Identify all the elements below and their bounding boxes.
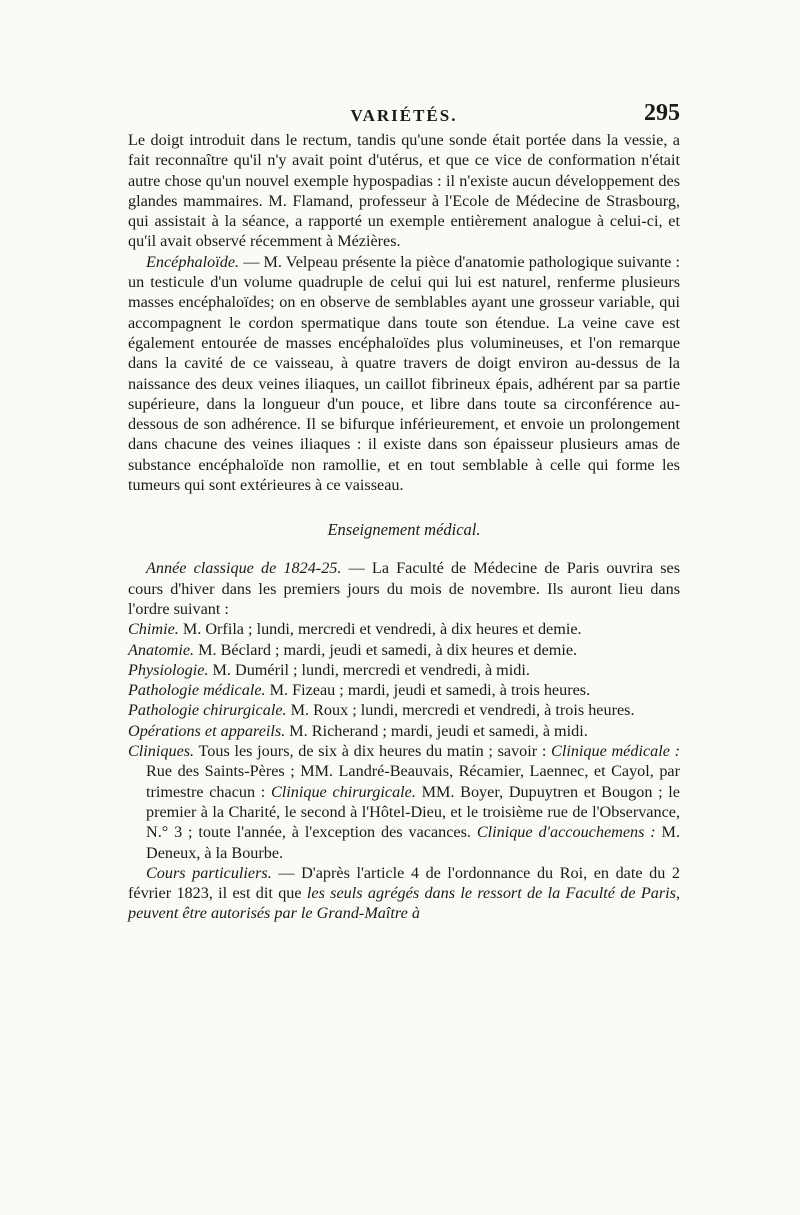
course-subject: Chimie.: [128, 620, 179, 639]
course-subject: Physiologie.: [128, 660, 209, 679]
cliniques-text-2: Rue des Saints-Pères ; MM. Landré-Beauvais, Récamier, Laennec, et Cayol, par trimestre chacun :: [146, 762, 680, 801]
annee-text: — La Faculté de Médecine de Paris ouvrira ses cours d'hiver dans les premiers jours du mois de novembre. Ils auront lieu dans l'ordre suivant :: [128, 559, 681, 618]
cliniques-text-3: MM. Boyer, Dupuytren et Bougon ; le premier à la Charité, le second à l'Hôtel-Dieu, et le troisième rue de l'Observance, N.° 3 ; toute l'année, à l'exception des vacances.: [146, 782, 680, 842]
course-entry: [128, 660, 680, 680]
course-entry: [128, 680, 680, 700]
course-subject: Pathologie médicale.: [128, 681, 266, 700]
running-title: VARIÉTÉS.: [350, 106, 458, 125]
annee-term: Année classique de 1824-25.: [146, 559, 342, 578]
course-list: [128, 619, 680, 741]
course-subject: Anatomie.: [128, 640, 195, 659]
course-details: M. Roux ; lundi, mercredi et vendredi, à trois heures.: [286, 701, 635, 720]
annee-paragraph: [128, 558, 680, 619]
section-heading: Enseignement médical.: [327, 520, 481, 540]
cours-particuliers-italic: les seuls agrégés dans le ressort de la Faculté de Paris, peuvent être autorisés par le Grand-Maître à: [128, 884, 680, 923]
cours-particuliers-term: Cours particuliers.: [146, 863, 272, 882]
cours-particuliers-paragraph: [128, 863, 680, 924]
course-entry: [128, 619, 680, 639]
course-details: M. Duméril ; lundi, mercredi et vendredi, à midi.: [208, 660, 530, 679]
page-number: 295: [644, 100, 680, 126]
cliniques-paragraph: [128, 741, 680, 863]
cliniques-term: Cliniques.: [128, 742, 195, 761]
book-page: [128, 100, 680, 924]
course-details: M. Richerand ; mardi, jeudi et samedi, à midi.: [285, 721, 588, 740]
clinique-accouchemens-term: Clinique d'accouchemens :: [476, 823, 656, 842]
course-entry: [128, 700, 680, 720]
clinique-medicale-term: Clinique médicale :: [551, 742, 681, 761]
course-subject: Pathologie chirurgicale.: [128, 701, 287, 720]
cours-particuliers-text: — D'après l'article 4 de l'ordonnance du Roi, en date du 2 février 1823, il est dit que: [128, 863, 680, 903]
cliniques-text-1: Tous les jours, de six à dix heures du matin ; savoir :: [194, 742, 552, 761]
encephaloide-term: Encéphaloïde.: [146, 252, 240, 271]
course-entry: [128, 721, 680, 741]
cliniques-text-4: M. Deneux, à la Bourbe.: [146, 823, 680, 862]
course-details: M. Béclard ; mardi, jeudi et samedi, à dix heures et demie.: [194, 640, 578, 659]
running-head: [128, 100, 680, 130]
clinique-chirurgicale-term: Clinique chirurgicale.: [270, 782, 416, 801]
course-subject: Opérations et appareils.: [128, 721, 286, 740]
course-entry: [128, 640, 680, 660]
intro-paragraph: Le doigt introduit dans le rectum, tandis qu'une sonde était portée dans la vessie, a fait reconnaître qu'il n'y avait point d'utérus, et que ce vice de conformation n'était autre chose qu'un nouvel exemple hypospadias : il n'existe aucun développement des glandes mammaires. M. Flamand, professeur à l'Ecole de Médecine de Strasbourg, qui assistait à la séance, a rapporté un exemple entièrement analogue à celui-ci, et qu'il avait observé récemment à Mézières.: [128, 131, 680, 251]
encephaloide-paragraph: [128, 252, 680, 496]
course-details: M. Fizeau ; mardi, jeudi et samedi, à trois heures.: [265, 681, 591, 700]
encephaloide-text: — M. Velpeau présente la pièce d'anatomie pathologique suivante : un testicule d'un volume quadruple de celui qui lui est naturel, renferme plusieurs masses encéphaloïdes; on en observe de semblables ayant une grosseur variable, qui accompagnent le cordon spermatique dans toute son étendue. La veine cave est également entourée de masses encéphaloïdes plus volumineuses, et l'on remarque dans la cavité de ce vaisseau, à quatre travers de doigt environ au-dessus de la naissance des deux veines iliaques, un caillot fibrineux épais, adhérent par sa partie supérieure, dans la longueur d'un pouce, et libre dans toute sa circonférence au-dessous de son adhérence. Il se bifurque inférieurement, et envoie un prolongement dans chacune des veines iliaques : il existe dans son épaisseur plusieurs amas de substance encéphaloïde non ramollie, et en tout semblable à celle qui forme les tumeurs qui sont extérieures à ce vaisseau.: [128, 252, 680, 495]
course-details: M. Orfila ; lundi, mercredi et vendredi, à dix heures et demie.: [178, 620, 582, 639]
